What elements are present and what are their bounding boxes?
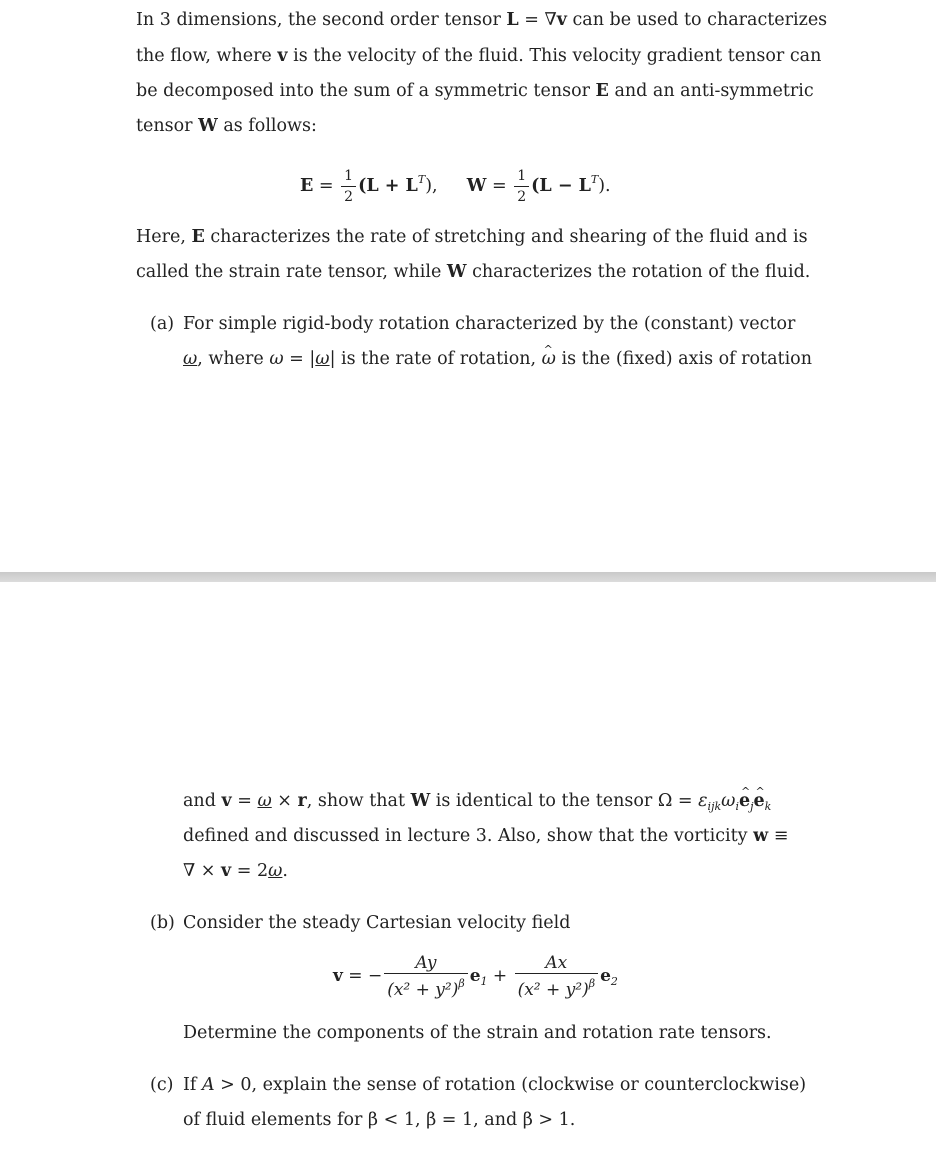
text: ∇ × [183,861,222,881]
omega-vector: ω [268,861,283,881]
tensor-L: L [506,10,519,30]
text: and an anti-symmetric [608,81,814,101]
index-ijk: ijk [707,800,722,813]
intro-line-1 [136,8,827,32]
W-expression: (L − L [531,176,591,196]
page-divider [0,572,936,582]
index-j: j [750,800,754,813]
text: If [183,1075,202,1095]
tensor-E: E [191,227,205,247]
vector-v: v [556,10,567,30]
vector-v: v [333,966,343,986]
text: > 0, explain the sense of rotation (clockwise or counterclockwise) [214,1075,807,1095]
numerator: Ax [515,953,599,974]
text: , where [197,349,270,369]
velocity-field-equation [333,953,618,1005]
text: characterizes the rotation of the fluid. [466,262,811,282]
page-1 [0,0,936,572]
text: = [231,791,258,811]
exponent-beta: β [588,977,596,990]
tensor-E: E [595,81,609,101]
part-a-cont-line-3 [183,859,288,883]
text: can be used to characterizes [566,10,828,30]
E-expression: (L + L [358,176,418,196]
text: = | [283,349,316,369]
text: × [271,791,298,811]
part-b-line-2 [183,1021,772,1045]
numerator: 1 [514,166,529,187]
vector-r: r [297,791,307,811]
text: In 3 dimensions, the second order tensor [136,10,507,30]
text: = ∇ [518,10,557,30]
text: as follows: [217,116,317,136]
fraction-1 [384,953,468,1000]
part-c-label: (c) [150,1075,174,1095]
epsilon: ε [698,791,708,811]
text: ). [598,176,611,196]
text: Here, [136,227,192,247]
vector-v: v [221,791,232,811]
unit-vector-e: e ^ [754,789,765,813]
denominator-base: (x² + y²) [517,980,589,1000]
fraction-half [341,166,356,207]
here-line-2 [136,260,810,284]
fraction-half [514,166,529,207]
tensor-W: W [198,116,218,136]
text: | is the rate of rotation, [329,349,542,369]
part-b-label: (b) [150,913,175,933]
constant-A: A [201,1075,215,1095]
omega-vector: ω [257,791,272,811]
text: of fluid elements for β < 1, β = 1, and β > 1. [183,1110,576,1130]
text: defined and discussed in lecture 3. Also, show that the vorticity [183,826,754,846]
text: is the (fixed) axis of rotation [555,349,812,369]
unit-vector-e1: e [469,966,481,986]
index-i: i [735,800,739,813]
part-c-line-2 [183,1108,575,1132]
tensor-W: W [410,791,431,811]
equals: = [318,176,334,196]
part-a-cont-line-1 [183,789,771,819]
index-2: 2 [610,975,618,988]
vector-v: v [277,46,288,66]
text: = 2 [231,861,269,881]
transpose: T [417,173,426,186]
text: Determine the components of the strain and rotation rate tensors. [183,1023,772,1043]
text: be decomposed into the sum of a symmetric tensor [136,81,596,101]
equation-E-W [300,158,611,208]
tensor-W: W [466,176,487,196]
fraction-2 [515,953,599,1000]
numerator: Ay [384,953,468,974]
denominator: 2 [517,189,527,205]
omega-hat: ω ^ [542,347,556,371]
vorticity-w: w [753,826,769,846]
text: + [487,966,513,986]
vector-v: v [221,861,232,881]
part-a-label: (a) [150,314,175,334]
index-k: k [764,800,772,813]
text: For simple rigid-body rotation characterized by the (constant) vector [183,314,796,334]
transpose: T [590,173,599,186]
intro-line-4 [136,114,317,138]
part-a-cont-line-2 [183,824,788,848]
intro-line-2 [136,44,821,68]
part-c-line-1 [183,1073,806,1097]
text: = − [342,966,383,986]
omega-scalar: ω [269,349,284,369]
unit-vector-e: e ^ [739,789,750,813]
denominator [515,974,599,1000]
equals: = [491,176,507,196]
text: characterizes the rate of stretching and shearing of the fluid and is [204,227,808,247]
denominator-base: (x² + y²) [387,980,459,1000]
part-a-line-1 [183,312,795,336]
index-1: 1 [480,975,488,988]
text: called the strain rate tensor, while [136,262,447,282]
omega-vector: ω [183,349,198,369]
omega-vector: ω [315,349,330,369]
here-line-1 [136,225,808,249]
text: the flow, where [136,46,278,66]
denominator [384,974,468,1000]
part-a-line-2 [183,347,812,371]
tensor-E: E [300,176,314,196]
text: and [183,791,222,811]
text: ≡ [768,826,789,846]
text: tensor [136,116,199,136]
text: , show that [306,791,411,811]
text: ), [425,176,438,196]
unit-vector-e2: e [600,966,611,986]
text: is the velocity of the fluid. This velocity gradient tensor can [287,46,822,66]
intro-line-3 [136,79,814,103]
text: . [282,861,288,881]
numerator: 1 [341,166,356,187]
tensor-W: W [446,262,467,282]
text: is identical to the tensor Ω = [430,791,699,811]
exponent-beta: β [458,977,465,990]
page-2 [0,582,936,1166]
part-b-line-1 [183,911,570,935]
omega-scalar: ω [721,791,736,811]
text: Consider the steady Cartesian velocity field [183,913,571,933]
denominator: 2 [344,189,354,205]
